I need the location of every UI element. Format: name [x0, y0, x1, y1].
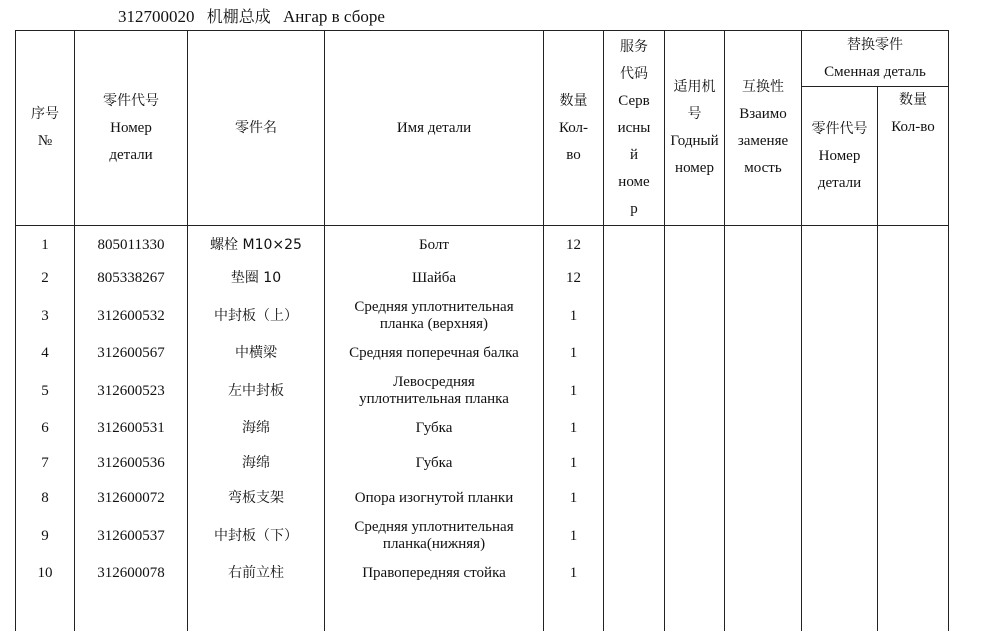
cell-service-code [604, 411, 665, 446]
table-row [16, 296, 949, 336]
cell-repl-part-no [802, 516, 878, 556]
cell-part-name-ru: Губка [325, 411, 544, 446]
cell-part-name-ru: Опора изогнутой планки [325, 481, 544, 516]
cell-repl-qty [878, 481, 949, 516]
cell-qty: 1 [544, 371, 604, 411]
table-row [16, 556, 949, 591]
cell-part-name-zh: 弯板支架 [188, 481, 325, 516]
cell-applicable [665, 411, 725, 446]
cell-part-name-zh: 中横梁 [188, 336, 325, 371]
cell-interchange [725, 371, 802, 411]
cell-part-name-zh: 海绵 [188, 446, 325, 481]
cell-no: 5 [16, 371, 75, 411]
empty-cell [665, 591, 725, 631]
cell-part-name-zh: 右前立柱 [188, 556, 325, 591]
cell-repl-part-no [802, 446, 878, 481]
table-row [16, 516, 949, 556]
cell-service-code [604, 371, 665, 411]
cell-repl-qty [878, 296, 949, 336]
cell-service-code [604, 516, 665, 556]
cell-no: 2 [16, 261, 75, 296]
table-row [16, 226, 949, 261]
cell-part-no: 312600536 [75, 446, 188, 481]
cell-repl-part-no [802, 261, 878, 296]
cell-service-code [604, 446, 665, 481]
cell-part-name-ru: Средняя уплотнительная планка(нижняя) [325, 516, 544, 556]
cell-interchange [725, 296, 802, 336]
assembly-name-ru: Ангар в сборе [283, 7, 385, 26]
cell-applicable [665, 296, 725, 336]
cell-qty: 1 [544, 296, 604, 336]
empty-cell [725, 591, 802, 631]
header-replacement: 替换零件 Сменная деталь [802, 31, 949, 87]
cell-part-name-zh: 左中封板 [188, 371, 325, 411]
empty-cell [878, 591, 949, 631]
cell-qty: 1 [544, 481, 604, 516]
cell-part-name-ru: Правопередняя стойка [325, 556, 544, 591]
cell-applicable [665, 371, 725, 411]
cell-applicable [665, 556, 725, 591]
cell-interchange [725, 336, 802, 371]
header-repl-qty: 数量 Кол-во [878, 87, 949, 226]
empty-cell [75, 591, 188, 631]
assembly-code: 312700020 [118, 7, 195, 26]
table-filler-row [16, 591, 949, 631]
cell-part-no: 312600531 [75, 411, 188, 446]
cell-part-no: 312600078 [75, 556, 188, 591]
cell-repl-qty [878, 336, 949, 371]
empty-cell [802, 591, 878, 631]
cell-part-name-ru: Шайба [325, 261, 544, 296]
cell-service-code [604, 226, 665, 261]
parts-table [15, 30, 949, 631]
cell-interchange [725, 261, 802, 296]
cell-repl-qty [878, 261, 949, 296]
cell-interchange [725, 516, 802, 556]
cell-applicable [665, 261, 725, 296]
cell-part-no: 312600567 [75, 336, 188, 371]
cell-repl-part-no [802, 371, 878, 411]
header-no: 序号 № [16, 31, 75, 226]
cell-repl-qty [878, 226, 949, 261]
header-applicable: 适用机 号 Годный номер [665, 31, 725, 226]
cell-part-name-zh: 中封板（下） [188, 516, 325, 556]
cell-no: 4 [16, 336, 75, 371]
assembly-name-zh: 机棚总成 [206, 7, 271, 26]
table-row [16, 446, 949, 481]
cell-applicable [665, 336, 725, 371]
cell-no: 3 [16, 296, 75, 336]
table-row [16, 336, 949, 371]
cell-part-name-zh: 中封板（上） [188, 296, 325, 336]
cell-repl-part-no [802, 226, 878, 261]
cell-qty: 1 [544, 516, 604, 556]
cell-repl-part-no [802, 336, 878, 371]
cell-service-code [604, 261, 665, 296]
cell-applicable [665, 446, 725, 481]
cell-no: 1 [16, 226, 75, 261]
cell-part-no: 312600537 [75, 516, 188, 556]
cell-service-code [604, 481, 665, 516]
table-row [16, 481, 949, 516]
cell-repl-part-no [802, 481, 878, 516]
document-title [118, 4, 385, 27]
header-part-name-zh: 零件名 [188, 31, 325, 226]
cell-qty: 12 [544, 226, 604, 261]
cell-repl-part-no [802, 411, 878, 446]
header-service-code: 服务 代码 Серв исны й номе р [604, 31, 665, 226]
cell-part-no: 312600532 [75, 296, 188, 336]
cell-part-name-ru: Средняя уплотнительная планка (верхняя) [325, 296, 544, 336]
cell-part-name-ru: Губка [325, 446, 544, 481]
cell-no: 10 [16, 556, 75, 591]
cell-service-code [604, 556, 665, 591]
cell-part-no: 312600072 [75, 481, 188, 516]
cell-repl-qty [878, 371, 949, 411]
cell-qty: 1 [544, 446, 604, 481]
cell-applicable [665, 481, 725, 516]
cell-part-name-ru: Левосредняя уплотнительная планка [325, 371, 544, 411]
empty-cell [604, 591, 665, 631]
cell-interchange [725, 411, 802, 446]
cell-repl-qty [878, 516, 949, 556]
cell-part-name-zh: 垫圈 10 [188, 261, 325, 296]
cell-part-name-ru: Болт [325, 226, 544, 261]
header-qty: 数量 Кол- во [544, 31, 604, 226]
cell-no: 8 [16, 481, 75, 516]
cell-no: 6 [16, 411, 75, 446]
header-part-no: 零件代号 Номер детали [75, 31, 188, 226]
cell-qty: 1 [544, 411, 604, 446]
cell-part-no: 312600523 [75, 371, 188, 411]
cell-interchange [725, 446, 802, 481]
cell-service-code [604, 296, 665, 336]
cell-repl-part-no [802, 296, 878, 336]
cell-interchange [725, 556, 802, 591]
cell-interchange [725, 481, 802, 516]
table-row [16, 411, 949, 446]
cell-no: 7 [16, 446, 75, 481]
header-repl-part-no: 零件代号 Номер детали [802, 87, 878, 226]
header-part-name-ru: Имя детали [325, 31, 544, 226]
cell-repl-qty [878, 556, 949, 591]
cell-part-no: 805338267 [75, 261, 188, 296]
cell-service-code [604, 336, 665, 371]
cell-part-no: 805011330 [75, 226, 188, 261]
table-row [16, 371, 949, 411]
empty-cell [544, 591, 604, 631]
cell-interchange [725, 226, 802, 261]
cell-qty: 1 [544, 336, 604, 371]
cell-qty: 1 [544, 556, 604, 591]
table-row [16, 261, 949, 296]
cell-part-name-ru: Средняя поперечная балка [325, 336, 544, 371]
cell-qty: 12 [544, 261, 604, 296]
cell-applicable [665, 226, 725, 261]
cell-repl-part-no [802, 556, 878, 591]
cell-part-name-zh: 螺栓 M10×25 [188, 226, 325, 261]
empty-cell [16, 591, 75, 631]
cell-repl-qty [878, 446, 949, 481]
empty-cell [188, 591, 325, 631]
cell-applicable [665, 516, 725, 556]
empty-cell [325, 591, 544, 631]
header-interchange: 互换性 Взаимо заменяе мость [725, 31, 802, 226]
cell-part-name-zh: 海绵 [188, 411, 325, 446]
cell-no: 9 [16, 516, 75, 556]
cell-repl-qty [878, 411, 949, 446]
